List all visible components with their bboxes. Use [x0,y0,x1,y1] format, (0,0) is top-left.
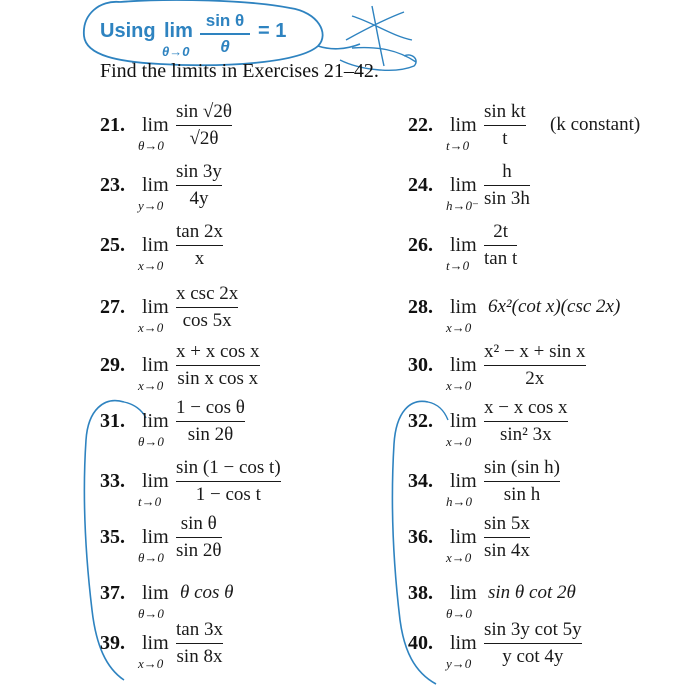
exercise-34 [408,456,696,512]
exercise-number: 32. [408,410,433,432]
banner-denominator: θ [220,37,230,56]
limit-subscript: θ→0 [138,138,164,153]
fraction-numerator: x + x cos x [176,341,260,362]
fraction-bar [484,643,582,644]
exercise-number: 30. [408,354,433,376]
limit-subscript: t→0 [446,138,470,153]
fraction-denominator: √2θ [189,128,219,150]
fraction-bar [176,245,223,246]
fraction-bar [176,365,260,366]
fraction-bar [484,185,530,186]
fraction-denominator: sin x cos x [177,368,259,390]
fraction-denominator: x [194,248,205,270]
fraction-bar [176,307,238,308]
exercise-26 [408,220,696,276]
fraction-denominator: tan t [484,248,518,270]
banner-lim: lim [164,20,193,42]
exercise-40 [408,618,696,674]
fraction [176,282,238,333]
limit-subscript: t→0 [446,258,470,273]
exercise-number: 25. [100,234,125,256]
exercise-23 [100,160,400,216]
exercise-39 [100,618,400,674]
limit-operator: lim [142,632,169,654]
banner-using-label: Using [100,20,156,42]
limit-expression: θ cos θ [180,582,234,603]
limit-subscript: θ→0 [138,550,164,565]
limit-subscript: θ→0 [446,606,472,621]
limit-subscript: x→0 [138,656,164,671]
fraction-denominator: sin 2θ [187,424,234,446]
limit-operator: lim [142,354,169,376]
fraction-numerator: 2t [493,221,509,242]
fraction-denominator: sin² 3x [499,424,552,446]
limit-subscript: θ→0 [138,434,164,449]
limit-subscript: y→0 [138,198,164,213]
limit-operator: lim [450,174,477,196]
fraction-bar [484,421,568,422]
exercise-number: 35. [100,526,125,548]
limit-operator: lim [142,174,169,196]
fraction [484,340,586,391]
fraction-numerator: 1 − cos θ [176,397,245,418]
limit-operator: lim [450,114,477,136]
fraction-numerator: x² − x + sin x [484,341,586,362]
limit-operator: lim [142,296,169,318]
fraction-denominator: sin 4x [484,540,530,562]
exercise-number: 24. [408,174,433,196]
fraction-bar [484,481,560,482]
limit-subscript: h→0⁻ [446,198,479,213]
exercise-number: 23. [100,174,125,196]
fraction-denominator: 2x [525,368,545,390]
limit-operator: lim [142,410,169,432]
exercise-33 [100,456,400,512]
exercise-36 [408,512,696,568]
limit-operator: lim [142,470,169,492]
exercise-31 [100,396,400,452]
banner-lim-sub: θ→0 [162,44,190,59]
fraction [484,618,582,669]
exercise-38 [408,568,696,624]
limit-subscript: x→0 [138,320,164,335]
fraction-numerator: sin kt [484,101,526,122]
exercise-32 [408,396,696,452]
exercise-29 [100,340,400,396]
limit-operator: lim [450,296,477,318]
limit-operator: lim [450,632,477,654]
fraction-denominator: y cot 4y [502,646,564,668]
exercise-number: 22. [408,114,433,136]
fraction-numerator: sin √2θ [176,101,232,122]
banner-numerator: sin θ [205,11,245,30]
limit-operator: lim [450,526,477,548]
fraction-numerator: sin 3y cot 5y [484,619,582,640]
fraction-bar [176,481,281,482]
fraction-denominator: t [502,128,508,150]
exercise-28 [408,282,696,338]
fraction-bar [484,125,526,126]
exercise-number: 26. [408,234,433,256]
fraction [176,396,245,447]
limit-operator: lim [450,234,477,256]
fraction [176,160,222,211]
exercise-number: 21. [100,114,125,136]
fraction-denominator: 1 − cos t [195,484,261,506]
fraction-numerator: tan 3x [176,619,223,640]
fraction [484,160,530,211]
fraction [484,456,560,507]
exercise-24 [408,160,696,216]
exercise-number: 28. [408,296,433,318]
fraction-numerator: sin (sin h) [484,457,560,478]
exercise-37 [100,568,400,624]
limit-expression: 6x²(cot x)(csc 2x) [488,296,621,317]
limit-subscript: x→0 [446,550,472,565]
limit-operator: lim [142,582,169,604]
limit-operator: lim [142,526,169,548]
limit-expression: sin θ cot 2θ [488,582,576,603]
fraction [176,456,281,507]
exercise-number: 38. [408,582,433,604]
fraction-numerator: sin (1 − cos t) [176,457,281,478]
limit-subscript: h→0 [446,494,472,509]
fraction-denominator: sin h [503,484,541,506]
fraction-bar [176,537,222,538]
fraction-numerator: sin θ [180,513,217,534]
exercise-22 [408,100,696,156]
fraction-bar [484,365,586,366]
fraction [484,396,568,447]
limit-subscript: x→0 [138,378,164,393]
fraction-numerator: sin 5x [484,513,530,534]
limit-subscript: x→0 [446,434,472,449]
exercise-27 [100,282,400,338]
fraction [176,220,223,271]
limit-subscript: x→0 [446,378,472,393]
exercise-number: 33. [100,470,125,492]
exercise-25 [100,220,400,276]
limit-operator: lim [142,114,169,136]
fraction-numerator: tan 2x [176,221,223,242]
fraction-numerator: h [502,161,512,182]
limit-operator: lim [450,582,477,604]
exercise-number: 37. [100,582,125,604]
limit-subscript: θ→0 [138,606,164,621]
limit-subscript: x→0 [138,258,164,273]
fraction-bar [176,643,223,644]
exercise-number: 39. [100,632,125,654]
exercise-30 [408,340,696,396]
banner-fraction-bar [200,33,250,35]
fraction-numerator: x − x cos x [484,397,568,418]
exercise-number: 31. [100,410,125,432]
fraction-bar [176,421,245,422]
fraction [176,340,260,391]
fraction [484,512,530,563]
ink-arrow-stroke [318,44,360,49]
limit-operator: lim [450,354,477,376]
banner-equals: = 1 [258,20,287,42]
exercise-35 [100,512,400,568]
fraction-denominator: sin 8x [176,646,223,668]
limit-subscript: y→0 [446,656,472,671]
instructions-text: Find the limits in Exercises 21–42. [100,60,379,82]
fraction [484,220,517,271]
limit-operator: lim [142,234,169,256]
exercise-number: 34. [408,470,433,492]
ink-star-doodle [346,6,416,66]
limit-operator: lim [450,410,477,432]
fraction [176,100,232,151]
exercise-note: (k constant) [550,114,641,135]
limit-subscript: t→0 [138,494,162,509]
banner-fraction [200,10,250,58]
fraction-denominator: 4y [189,188,209,210]
fraction-bar [176,125,232,126]
limit-operator: lim [450,470,477,492]
fraction-bar [484,537,530,538]
fraction [176,512,222,563]
fraction-denominator: cos 5x [182,310,232,332]
fraction-bar [484,245,517,246]
fraction [176,618,223,669]
exercise-number: 36. [408,526,433,548]
fraction-denominator: sin 3h [484,188,530,210]
fraction-denominator: sin 2θ [176,540,222,562]
exercise-number: 40. [408,632,433,654]
exercise-21 [100,100,400,156]
fraction-numerator: x csc 2x [176,283,239,304]
fraction-bar [176,185,222,186]
fraction-numerator: sin 3y [176,161,222,182]
limit-subscript: x→0 [446,320,472,335]
fraction [484,100,526,151]
exercise-number: 27. [100,296,125,318]
exercise-number: 29. [100,354,125,376]
